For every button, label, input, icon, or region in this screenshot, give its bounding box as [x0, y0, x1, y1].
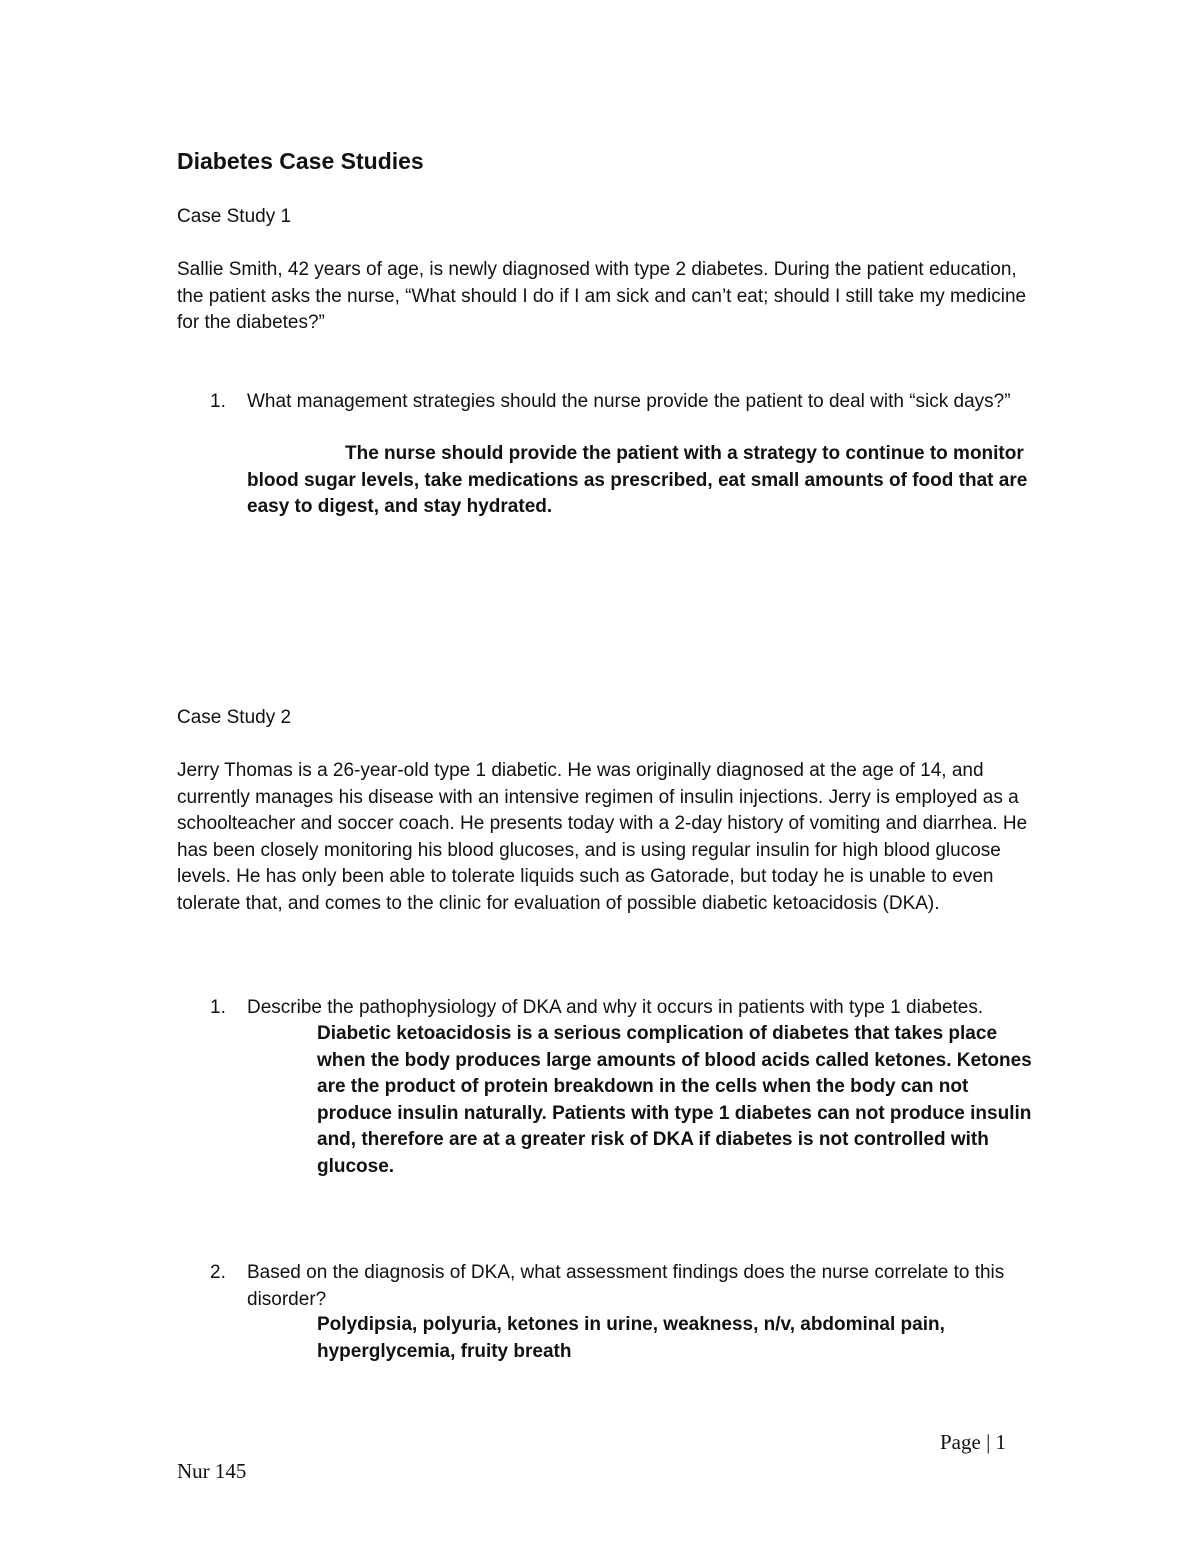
- case-study-1-question-1: What management strategies should the nurse provide the patient to deal with “sick days?”: [247, 391, 1011, 412]
- page-number: Page | 1: [940, 1430, 1007, 1454]
- case-study-2-question-1-number: 1.: [210, 997, 226, 1018]
- case-study-1-heading: Case Study 1: [177, 206, 292, 227]
- case-study-2-heading: Case Study 2: [177, 707, 292, 728]
- case-study-2-scenario: Jerry Thomas is a 26-year-old type 1 diabetic. He was originally diagnosed at the age of 14, and currently manages his disease with an intensive regimen of insulin injections. Jerry is employed as a schoolteacher and soccer coach. He presents today with a 2-day history of vomiting and diarrhea. He has been closely monitoring his blood glucoses, and is using regular insulin for high blood glucose levels. He has only been able to tolerate liquids such as Gatorade, but today he is unable to even tolerate that, and comes to the clinic for evaluation of possible diabetic ketoacidosis (DKA).: [177, 760, 1028, 914]
- case-study-1-scenario: Sallie Smith, 42 years of age, is newly diagnosed with type 2 diabetes. During the patient education, the patient asks the nurse, “What should I do if I am sick and can’t eat; should I still take my medicine for the diabetes?”: [177, 259, 1027, 333]
- case-study-1-question-1-number: 1.: [210, 391, 226, 412]
- document-title: Diabetes Case Studies: [177, 148, 424, 174]
- case-study-1-answer-1: The nurse should provide the patient with a strategy to continue to monitor blood sugar levels, take medications as prescribed, eat small amounts of food that are easy to digest, and stay hydrated.: [247, 443, 1028, 517]
- case-study-2-question-1: Describe the pathophysiology of DKA and why it occurs in patients with type 1 diabetes.: [247, 997, 984, 1018]
- case-study-2-answer-1: Diabetic ketoacidosis is a serious complication of diabetes that takes place when the body produces large amounts of blood acids called ketones. Ketones are the product of protein breakdown in the cells when the body can not produce insulin naturally. Patients with type 1 diabetes can not produce insulin and, therefore are at a greater risk of DKA if diabetes is not controlled with glucose.: [317, 1023, 1032, 1177]
- case-study-2-question-2: Based on the diagnosis of DKA, what assessment findings does the nurse correlate to this disorder?: [247, 1262, 1005, 1310]
- case-study-2-answer-2: Polydipsia, polyuria, ketones in urine, weakness, n/v, abdominal pain, hyperglycemia, fruity breath: [317, 1314, 945, 1362]
- course-code: Nur 145: [177, 1459, 247, 1483]
- case-study-2-question-2-number: 2.: [210, 1262, 226, 1283]
